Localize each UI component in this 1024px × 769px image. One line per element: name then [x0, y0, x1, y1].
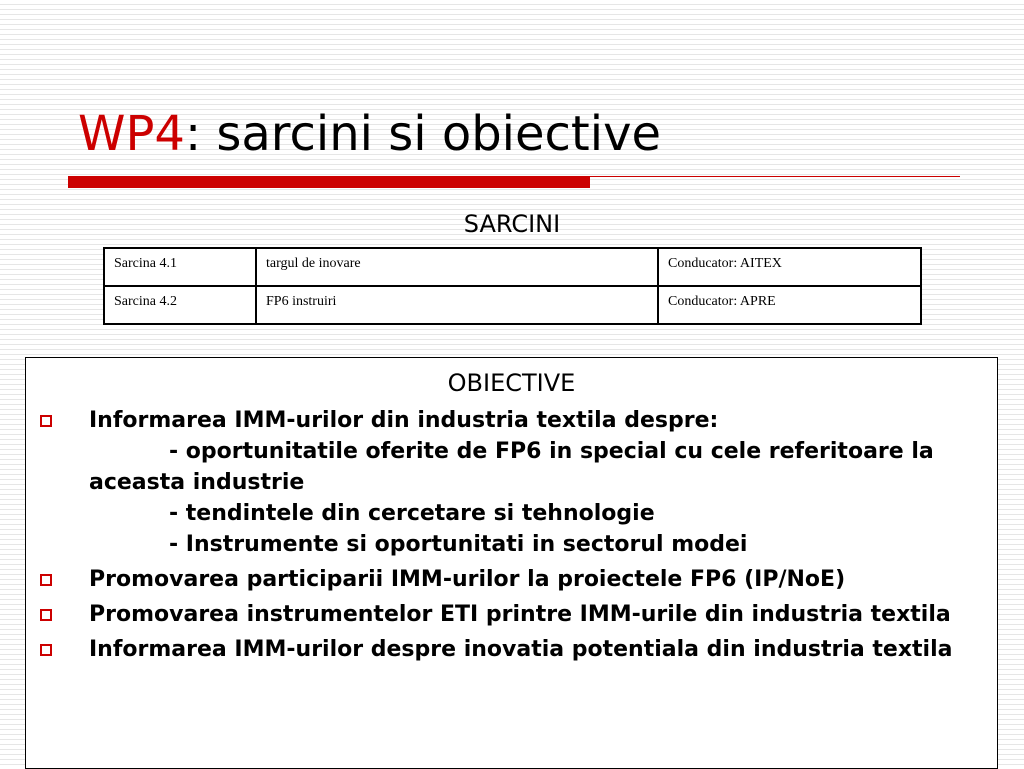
- objective-text: Informarea IMM-urilor despre inovatia potentiala din industria textila: [89, 637, 953, 662]
- task-name-cell: FP6 instruiri: [256, 286, 658, 324]
- list-item: [26, 405, 997, 560]
- hollow-square-icon: [40, 644, 52, 656]
- hollow-square-icon: [40, 574, 52, 586]
- tasks-heading: SARCINI: [463, 210, 561, 238]
- list-item: [26, 599, 997, 630]
- objective-subitem: - tendintele din cercetare si tehnologie: [169, 501, 655, 526]
- hollow-square-icon: [40, 415, 52, 427]
- task-lead-cell: Conducator: APRE: [658, 286, 921, 324]
- task-id-cell: Sarcina 4.2: [104, 286, 256, 324]
- objective-text: Informarea IMM-urilor din industria textila despre:: [89, 408, 719, 433]
- title-accent: WP4: [78, 106, 185, 162]
- objectives-box: [25, 357, 998, 769]
- task-name-cell: targul de inovare: [256, 248, 658, 286]
- objectives-heading: OBIECTIVE: [447, 369, 576, 397]
- slide-title: [78, 104, 661, 164]
- title-underline-thick: [68, 176, 590, 188]
- table-row: [104, 248, 921, 286]
- hollow-square-icon: [40, 609, 52, 621]
- table-row: [104, 286, 921, 324]
- list-item: [26, 564, 997, 595]
- task-lead-cell: Conducator: AITEX: [658, 248, 921, 286]
- list-item: [26, 634, 997, 665]
- objectives-list: [26, 405, 997, 665]
- objective-text: Promovarea participarii IMM-urilor la proiectele FP6 (IP/NoE): [89, 567, 846, 592]
- objective-subitem: - Instrumente si oportunitati in sectorul modei: [169, 532, 748, 557]
- title-underline-thin: [590, 176, 960, 177]
- title-text: : sarcini si obiective: [184, 106, 662, 162]
- task-id-cell: Sarcina 4.1: [104, 248, 256, 286]
- objective-subitem: - oportunitatile oferite de FP6 in special cu cele referitoare la aceasta industrie: [89, 439, 934, 495]
- objective-text: Promovarea instrumentelor ETI printre IMM-urile din industria textila: [89, 602, 951, 627]
- tasks-table: [103, 247, 922, 325]
